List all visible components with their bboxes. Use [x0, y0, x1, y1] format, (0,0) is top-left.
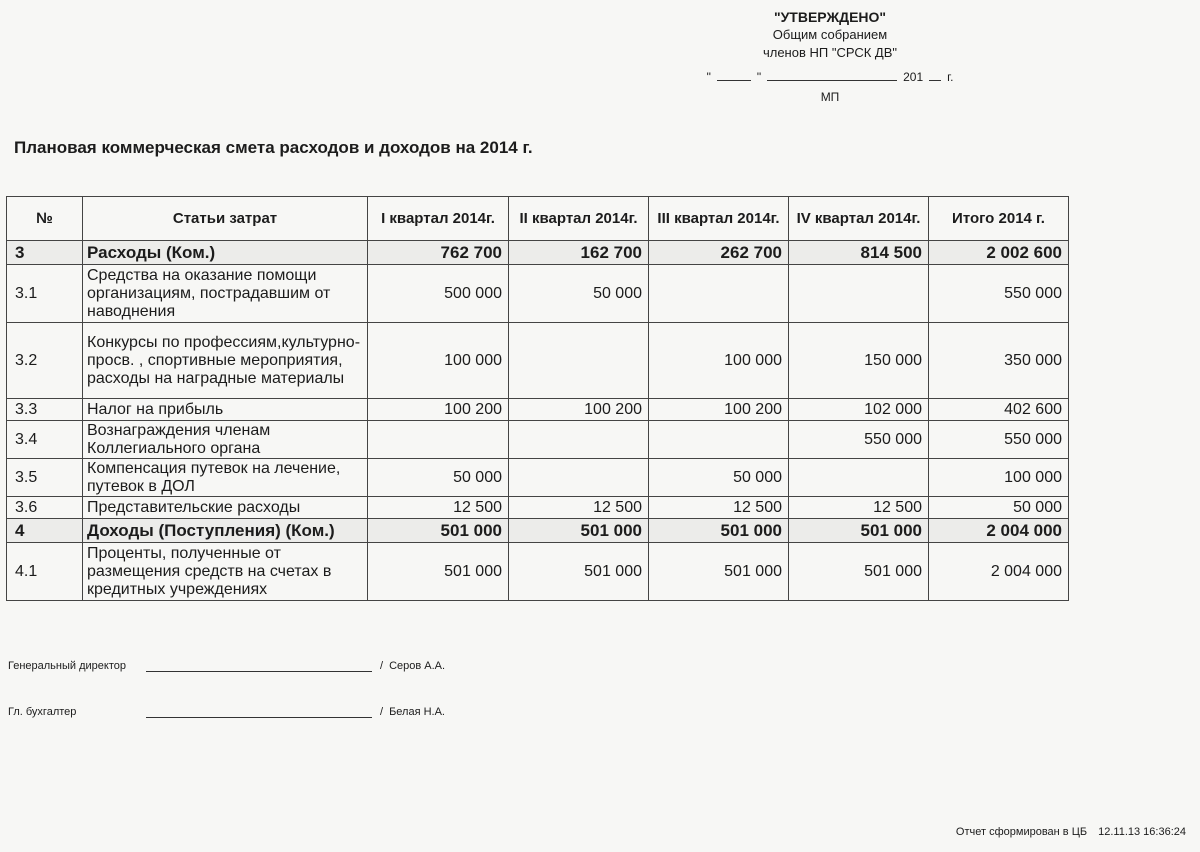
slash: / — [380, 706, 384, 718]
table-row — [7, 497, 1069, 519]
header-cost-items: Статьи затрат — [83, 197, 368, 241]
row-q4 — [789, 459, 929, 497]
row-total: 2 004 000 — [929, 519, 1069, 543]
row-code: 3 — [7, 241, 83, 265]
row-q4: 501 000 — [789, 519, 929, 543]
row-name: Конкурсы по профессиям,культурно-просв. , спортивные мероприятия, расходы на наградные материалы — [83, 323, 368, 399]
row-q1: 12 500 — [368, 497, 509, 519]
row-code: 4.1 — [7, 543, 83, 601]
month-blank — [767, 68, 897, 81]
table-row-section-income — [7, 519, 1069, 543]
header-q3: III квартал 2014г. — [649, 197, 789, 241]
header-q4: IV квартал 2014г. — [789, 197, 929, 241]
year-suffix: г. — [947, 70, 954, 84]
row-q1: 501 000 — [368, 543, 509, 601]
row-q4: 102 000 — [789, 399, 929, 421]
row-q1: 50 000 — [368, 459, 509, 497]
row-total: 350 000 — [929, 323, 1069, 399]
row-q2 — [509, 323, 649, 399]
director-name: Серов А.А. — [389, 660, 446, 672]
table-row — [7, 399, 1069, 421]
row-name: Компенсация путевок на лечение, путевок в ДОЛ — [83, 459, 368, 497]
header-total: Итого 2014 г. — [929, 197, 1069, 241]
row-q2: 12 500 — [509, 497, 649, 519]
quote-open: " — [706, 70, 711, 84]
day-blank — [717, 68, 751, 81]
row-q3: 501 000 — [649, 519, 789, 543]
row-name: Вознаграждения членам Коллегиального органа — [83, 421, 368, 459]
row-name: Доходы (Поступления) (Ком.) — [83, 519, 368, 543]
approval-date-line — [700, 68, 960, 86]
row-q1: 762 700 — [368, 241, 509, 265]
header-q1: I квартал 2014г. — [368, 197, 509, 241]
row-q3 — [649, 265, 789, 323]
row-q2 — [509, 459, 649, 497]
row-q2: 50 000 — [509, 265, 649, 323]
row-total: 402 600 — [929, 399, 1069, 421]
table-row — [7, 323, 1069, 399]
row-total: 550 000 — [929, 421, 1069, 459]
row-name: Представительские расходы — [83, 497, 368, 519]
row-q4: 501 000 — [789, 543, 929, 601]
row-q1: 100 200 — [368, 399, 509, 421]
row-q4: 550 000 — [789, 421, 929, 459]
director-signature — [8, 660, 445, 672]
row-q1: 100 000 — [368, 323, 509, 399]
director-signature-line — [146, 661, 372, 672]
accountant-label: Гл. бухгалтер — [8, 706, 77, 718]
row-name: Проценты, полученные от размещения средств на счетах в кредитных учреждениях — [83, 543, 368, 601]
row-q4: 814 500 — [789, 241, 929, 265]
director-label: Генеральный директор — [8, 660, 126, 672]
table-row — [7, 265, 1069, 323]
row-q1: 501 000 — [368, 519, 509, 543]
row-q3 — [649, 421, 789, 459]
row-code: 3.2 — [7, 323, 83, 399]
row-q2: 100 200 — [509, 399, 649, 421]
row-name: Средства на оказание помощи организациям, пострадавшим от наводнения — [83, 265, 368, 323]
footer-timestamp: 12.11.13 16:36:24 — [1098, 826, 1186, 838]
year-prefix: 201 — [903, 70, 924, 84]
row-q2: 501 000 — [509, 543, 649, 601]
accountant-name: Белая Н.А. — [389, 706, 445, 718]
quote-close: " — [756, 70, 762, 84]
row-q4: 12 500 — [789, 497, 929, 519]
row-q2: 501 000 — [509, 519, 649, 543]
approval-line-1: Общим собранием — [772, 27, 888, 42]
row-total: 2 004 000 — [929, 543, 1069, 601]
row-code: 3.4 — [7, 421, 83, 459]
accountant-signature — [8, 706, 445, 718]
row-total: 100 000 — [929, 459, 1069, 497]
header-q2: II квартал 2014г. — [509, 197, 649, 241]
row-name: Расходы (Ком.) — [83, 241, 368, 265]
year-blank — [929, 68, 941, 81]
row-q3: 100 200 — [649, 399, 789, 421]
row-code: 3.3 — [7, 399, 83, 421]
row-q2: 162 700 — [509, 241, 649, 265]
header-number: № — [7, 197, 83, 241]
slash: / — [380, 660, 384, 672]
row-q3: 12 500 — [649, 497, 789, 519]
row-total: 550 000 — [929, 265, 1069, 323]
approval-line-2: членов НП "СРСК ДВ" — [762, 45, 898, 60]
row-q3: 100 000 — [649, 323, 789, 399]
budget-table — [6, 196, 1069, 601]
table-header-row — [7, 197, 1069, 241]
row-q3: 50 000 — [649, 459, 789, 497]
row-q1 — [368, 421, 509, 459]
row-q3: 262 700 — [649, 241, 789, 265]
stamp-place: МП — [820, 90, 840, 104]
row-total: 50 000 — [929, 497, 1069, 519]
row-code: 3.6 — [7, 497, 83, 519]
table-row — [7, 459, 1069, 497]
row-code: 4 — [7, 519, 83, 543]
footer-label: Отчет сформирован в ЦБ — [955, 826, 1088, 838]
row-q2 — [509, 421, 649, 459]
row-q4: 150 000 — [789, 323, 929, 399]
row-q1: 500 000 — [368, 265, 509, 323]
row-code: 3.1 — [7, 265, 83, 323]
row-code: 3.5 — [7, 459, 83, 497]
approval-block — [700, 8, 960, 106]
accountant-signature-line — [146, 707, 372, 718]
row-total: 2 002 600 — [929, 241, 1069, 265]
table-row — [7, 421, 1069, 459]
row-name: Налог на прибыль — [83, 399, 368, 421]
row-q4 — [789, 265, 929, 323]
document-title: Плановая коммерческая смета расходов и доходов на 2014 г. — [14, 138, 533, 157]
table-row — [7, 543, 1069, 601]
table-row-section-expenses — [7, 241, 1069, 265]
approval-heading: "УТВЕРЖДЕНО" — [773, 9, 887, 25]
row-q3: 501 000 — [649, 543, 789, 601]
report-footer — [948, 826, 1186, 838]
